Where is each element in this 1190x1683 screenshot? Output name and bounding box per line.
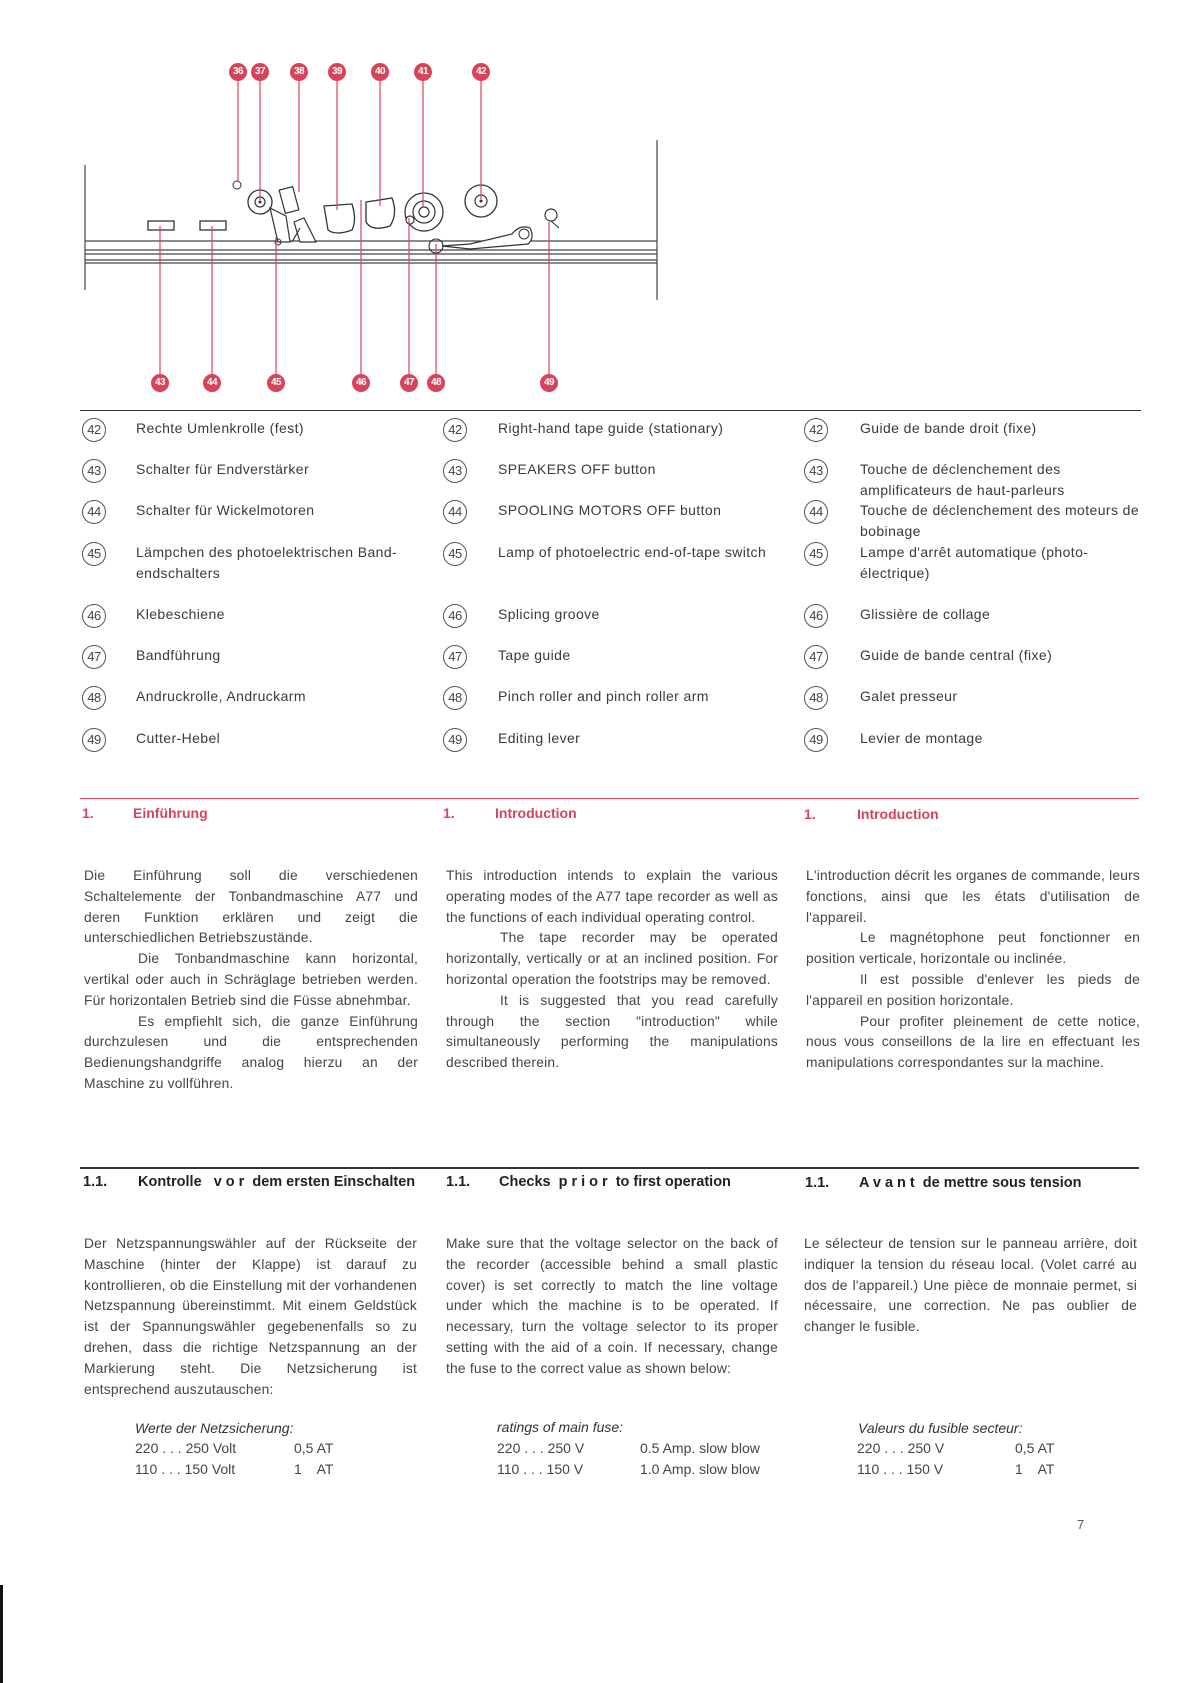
fuse-voltage: 220 . . . 250 Volt xyxy=(135,1440,237,1456)
section11-body-fr: Le sélecteur de tension sur le panneau arrière, doit indiquer la tension du réseau local. (Volet carré au dos de l'appareil.) Une pièce de monnaie permet, si nécessaire, une correction. Ne pas oublier de changer le fusible. xyxy=(804,1236,1137,1335)
legend-label-fr: Galet presseur xyxy=(860,688,958,704)
legend-number: 49 xyxy=(804,728,828,752)
section11-number-en: 1.1. xyxy=(446,1174,471,1190)
callout-badge-48: 48 xyxy=(427,374,445,392)
callout-badge-39: 39 xyxy=(328,63,346,81)
callout-badge-36: 36 xyxy=(229,63,247,81)
legend-label-de: Klebeschiene xyxy=(136,606,225,622)
legend-label-de: Cutter-Hebel xyxy=(136,730,221,746)
fuse-rating: 1 AT xyxy=(1015,1461,1055,1477)
page-number: 7 xyxy=(1077,1517,1085,1532)
tape-deck-drawing xyxy=(0,0,1190,410)
section11-title-de: Kontrolle vor dem ersten Einschalten xyxy=(138,1174,416,1190)
legend-label-de: Andruckrolle, Andruckarm xyxy=(136,688,306,704)
callout-badge-41: 41 xyxy=(414,63,432,81)
legend-number: 49 xyxy=(443,728,467,752)
section1-body-de xyxy=(84,866,418,1095)
legend-number: 42 xyxy=(82,418,106,442)
legend-number: 45 xyxy=(804,542,828,566)
section11-title-fr: Avant de mettre sous tension xyxy=(859,1175,1082,1191)
legend-number: 44 xyxy=(804,500,828,524)
paragraph: Die Einführung soll die verschiedenen Schaltelemente der Tonbandmaschine A77 und deren Funktion erklären und zeigt die unterschiedlichen Betriebszustände. xyxy=(84,868,418,946)
editing-lever xyxy=(442,227,532,249)
fuse-voltage: 220 . . . 250 V xyxy=(857,1440,945,1456)
section1-number-en: 1. xyxy=(443,805,455,821)
legend-number: 47 xyxy=(804,645,828,669)
legend-label-en: Splicing groove xyxy=(498,606,600,622)
legend-label-fr: Guide de bande droit (fixe) xyxy=(860,420,1037,436)
legend-top-rule xyxy=(80,410,1141,411)
scan-edge xyxy=(0,1585,3,1683)
legend-label-fr: Lampe d'arrêt automatique (photo-électrique) xyxy=(860,544,1089,581)
legend-number: 46 xyxy=(443,604,467,628)
callout-badge-37: 37 xyxy=(251,63,269,81)
editing-lever-knob xyxy=(545,209,557,221)
paragraph: Il est possible d'enlever les pieds de l'appareil en position horizontale. xyxy=(806,971,1140,1008)
legend-label-en: Editing lever xyxy=(498,730,581,746)
spooling-motors-off-switch xyxy=(200,221,226,230)
legend-label-en: Tape guide xyxy=(498,647,571,663)
speakers-off-switch xyxy=(148,221,174,230)
legend-number: 47 xyxy=(443,645,467,669)
callout-badge-43: 43 xyxy=(151,374,169,392)
callout-badge-44: 44 xyxy=(203,374,221,392)
legend-number: 47 xyxy=(82,645,106,669)
head-assembly xyxy=(270,187,316,242)
section11-number-fr: 1.1. xyxy=(805,1175,830,1191)
legend-label-en: Pinch roller and pinch roller arm xyxy=(498,688,709,704)
tape-deck-diagram xyxy=(0,0,1190,410)
legend-label-en: SPEAKERS OFF button xyxy=(498,461,656,477)
legend-label-de: Schalter für Endverstärker xyxy=(136,461,310,477)
section1-title-de: Einführung xyxy=(133,805,208,821)
legend-number: 49 xyxy=(82,728,106,752)
fuse-rating: 1 AT xyxy=(294,1461,334,1477)
paragraph: Es empfiehlt sich, die ganze Einführung durchzulesen und die entsprechenden Bedienungshandgriffe analog hierzu an der Maschine zu vollführen. xyxy=(84,1013,418,1091)
paragraph: It is suggested that you read carefully through the section "introduction" while simultaneously performing the manipulations described therein. xyxy=(446,992,778,1071)
callout-badge-40: 40 xyxy=(371,63,389,81)
fuse-rating: 0,5 AT xyxy=(294,1440,334,1456)
legend-number: 46 xyxy=(804,604,828,628)
fuse-table-heading-en: ratings of main fuse: xyxy=(497,1419,624,1435)
legend-number: 46 xyxy=(82,604,106,628)
section1-number-de: 1. xyxy=(82,805,94,821)
callout-badge-47: 47 xyxy=(400,374,418,392)
section11-number-de: 1.1. xyxy=(83,1174,108,1190)
legend-number: 48 xyxy=(804,686,828,710)
paragraph: Die Tonbandmaschine kann horizontal, vertikal oder auch in Schräglage betrieben werden. Für horizontalen Betrieb sind die Füsse abnehmbar. xyxy=(84,951,418,1008)
section1-rule xyxy=(80,798,1139,799)
legend-label-fr: Touche de déclenchement des amplificateurs de haut-parleurs xyxy=(860,461,1065,498)
legend-label-de: Schalter für Wickelmotoren xyxy=(136,502,315,518)
legend-number: 48 xyxy=(82,686,106,710)
paragraph: L'introduction décrit les organes de commande, leurs fonctions, ainsi que les états d'utilisation de l'appareil. xyxy=(806,868,1140,925)
legend-number: 44 xyxy=(82,500,106,524)
pinch-roller xyxy=(405,193,443,231)
legend-label-fr: Glissière de collage xyxy=(860,606,991,622)
paragraph: The tape recorder may be operated horizontally, vertically or at an inclined position. For horizontal operation the footstrips may be removed. xyxy=(446,930,778,987)
legend-number: 48 xyxy=(443,686,467,710)
fuse-rating: 0,5 AT xyxy=(1015,1440,1055,1456)
legend-number: 43 xyxy=(804,459,828,483)
legend-number: 42 xyxy=(804,418,828,442)
legend-number: 42 xyxy=(443,418,467,442)
erase-head xyxy=(324,204,355,233)
legend-number: 43 xyxy=(82,459,106,483)
fuse-voltage: 110 . . . 150 Volt xyxy=(135,1461,236,1477)
callout-badge-49: 49 xyxy=(540,374,558,392)
paragraph: Le magnétophone peut fonctionner en position verticale, horizontale ou inclinée. xyxy=(806,930,1140,967)
legend-label-de: Lämpchen des photoelektrischen Band-endschalters xyxy=(136,544,398,581)
callout-badge-45: 45 xyxy=(267,374,285,392)
legend-label-en: Lamp of photoelectric end-of-tape switch xyxy=(498,544,767,560)
callout-badge-38: 38 xyxy=(290,63,308,81)
section1-title-en: Introduction xyxy=(495,805,577,821)
fuse-rating: 0.5 Amp. slow blow xyxy=(640,1440,760,1456)
legend-label-fr: Levier de montage xyxy=(860,730,983,746)
tape-guide-47 xyxy=(406,216,414,224)
fuse-voltage: 110 . . . 150 V xyxy=(497,1461,584,1477)
legend-label-fr: Guide de bande central (fixe) xyxy=(860,647,1053,663)
paragraph: This introduction intends to explain the various operating modes of the A77 tape recorder as well as the functions of each individual operating control. xyxy=(446,868,778,925)
legend-number: 44 xyxy=(443,500,467,524)
callout-badge-46: 46 xyxy=(352,374,370,392)
fuse-table-heading-de: Werte der Netzsicherung: xyxy=(135,1420,294,1436)
fuse-voltage: 220 . . . 250 V xyxy=(497,1440,585,1456)
legend-label-en: SPOOLING MOTORS OFF button xyxy=(498,502,722,518)
legend-number: 43 xyxy=(443,459,467,483)
small-pin-36 xyxy=(233,181,241,189)
section1-number-fr: 1. xyxy=(804,806,816,822)
section1-title-fr: Introduction xyxy=(857,806,939,822)
section11-title-en: Checks prior to first operation xyxy=(499,1174,731,1190)
section11-body-de: Der Netzspannungswähler auf der Rückseite der Maschine (hinter der Klappe) ist darauf zu kontrollieren, ob die Einstellung mit der vorhandenen Netzspannung übereinstimmt. Mit einem Geldstück ist der Spannungswähler gegebenenfalls so zu drehen, dass die richtige Netzspannung an der Markierung steht. Die Netzsicherung ist entsprechend auszutauschen: xyxy=(84,1236,417,1397)
callout-badge-42: 42 xyxy=(472,63,490,81)
legend-label-fr: Touche de déclenchement des moteurs de bobinage xyxy=(860,502,1140,539)
legend-label-de: Bandführung xyxy=(136,647,221,663)
fuse-voltage: 110 . . . 150 V xyxy=(857,1461,944,1477)
section11-rule xyxy=(80,1167,1139,1169)
legend-number: 45 xyxy=(82,542,106,566)
section1-body-en xyxy=(446,866,778,1074)
section1-body-fr xyxy=(806,866,1140,1074)
legend-label-de: Rechte Umlenkrolle (fest) xyxy=(136,420,304,436)
section11-body-en: Make sure that the voltage selector on the back of the recorder (accessible behind a small plastic cover) is set correctly to match the line voltage under which the machine is to be operated. If necessary, turn the voltage selector to its proper setting with the aid of a coin. If necessary, change the fuse to the correct value as shown below: xyxy=(446,1236,778,1376)
fuse-rating: 1.0 Amp. slow blow xyxy=(640,1461,760,1477)
legend-number: 45 xyxy=(443,542,467,566)
fuse-table-heading-fr: Valeurs du fusible secteur: xyxy=(858,1420,1023,1436)
paragraph: Pour profiter pleinement de cette notice, nous vous conseillons de la lire en effectuant les manipulations correspondantes sur la machine. xyxy=(806,1013,1140,1071)
legend-label-en: Right-hand tape guide (stationary) xyxy=(498,420,724,436)
